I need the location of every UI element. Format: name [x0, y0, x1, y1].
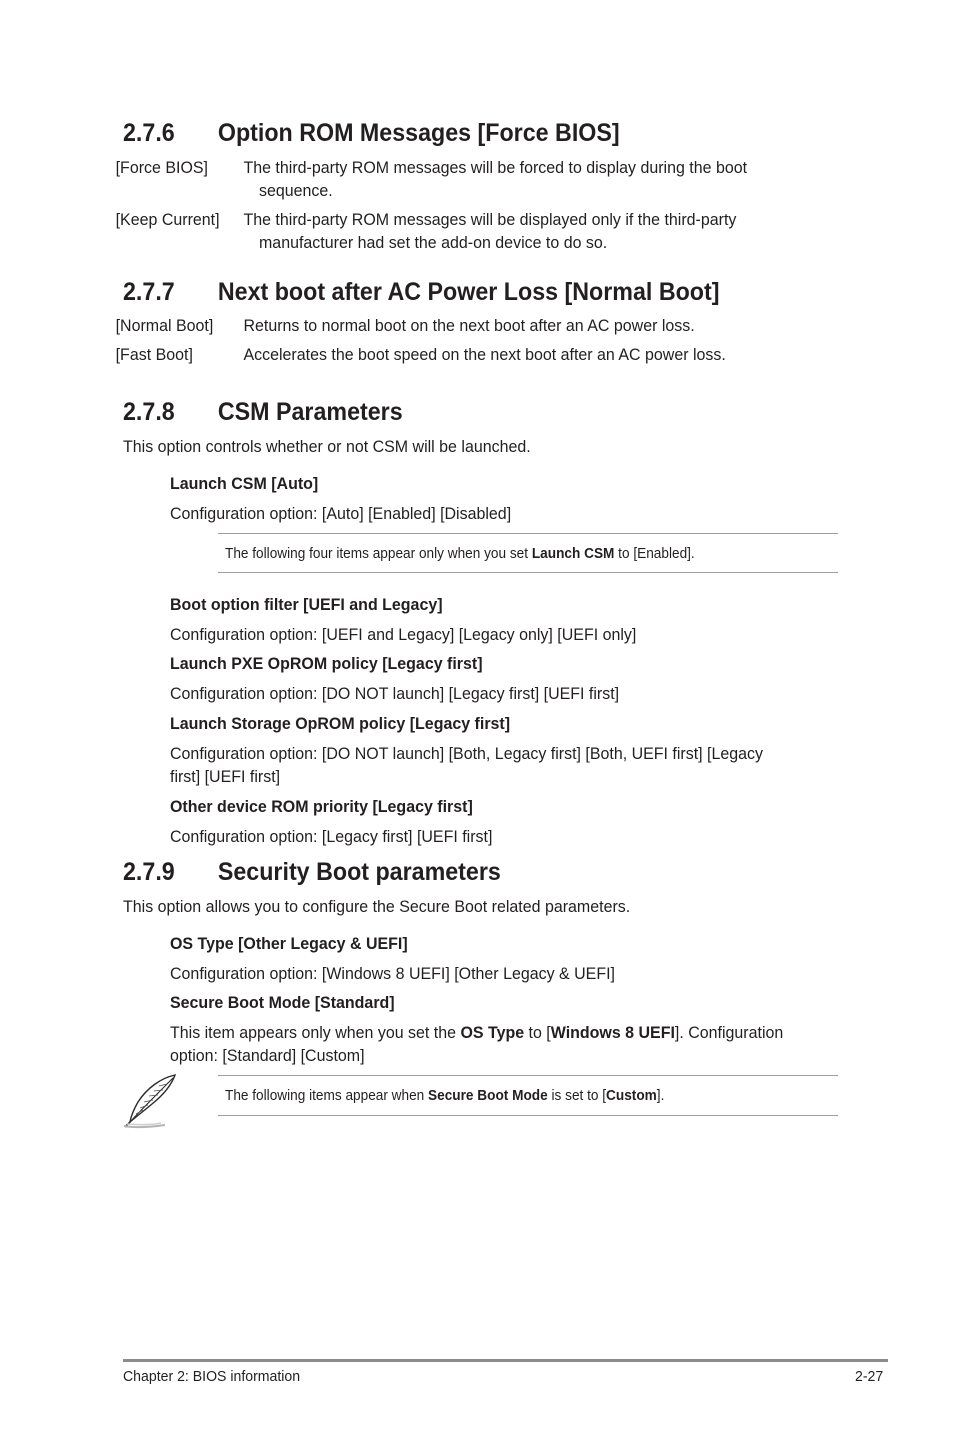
section-number: 2.7.8	[123, 398, 175, 426]
definition-desc: Accelerates the boot speed on the next boot after an AC power loss.	[243, 345, 726, 364]
item-config-launch-csm: Configuration option: [Auto] [Enabled] [Disabled]	[170, 504, 512, 523]
section-number: 2.7.6	[123, 119, 175, 147]
definition-desc: Returns to normal boot on the next boot after an AC power loss.	[243, 316, 695, 335]
section-title: Option ROM Messages [Force BIOS]	[217, 119, 620, 147]
item-desc-secure-mode: This item appears only when you set the OS Type to [Windows 8 UEFI]. Configuration	[170, 1023, 784, 1042]
item-config-pxe: Configuration option: [DO NOT launch] [Legacy first] [UEFI first]	[170, 684, 620, 703]
definition-desc: The third-party ROM messages will be displayed only if the third-party	[243, 210, 737, 229]
definition-term: [Keep Current]	[115, 210, 220, 229]
footer-divider	[123, 1359, 888, 1362]
feather-pen-icon	[121, 1072, 181, 1130]
section-intro: This option controls whether or not CSM will be launched.	[123, 437, 531, 456]
definition-desc-cont: sequence.	[259, 181, 333, 200]
note-box-secure-boot	[218, 1075, 838, 1116]
item-title-secure-mode: Secure Boot Mode [Standard]	[170, 993, 395, 1012]
definition-desc-cont: manufacturer had set the add-on device to do so.	[259, 233, 608, 252]
item-desc-secure-mode-cont: option: [Standard] [Custom]	[170, 1046, 365, 1065]
section-title: Security Boot parameters	[217, 858, 501, 886]
note-text: The following four items appear only when you set Launch CSM to [Enabled].	[225, 546, 695, 562]
note-box-launch-csm	[218, 533, 838, 573]
section-number: 2.7.9	[123, 858, 175, 886]
item-config-other: Configuration option: [Legacy first] [UEFI first]	[170, 827, 493, 846]
item-title-boot-filter: Boot option filter [UEFI and Legacy]	[170, 595, 443, 614]
item-config-storage-cont: first] [UEFI first]	[170, 767, 281, 786]
item-title-pxe: Launch PXE OpROM policy [Legacy first]	[170, 654, 483, 673]
section-title: Next boot after AC Power Loss [Normal Boot]	[217, 278, 720, 306]
item-config-boot-filter: Configuration option: [UEFI and Legacy] [Legacy only] [UEFI only]	[170, 625, 637, 644]
note-text: The following items appear when Secure Boot Mode is set to [Custom].	[225, 1088, 665, 1104]
section-intro: This option allows you to configure the Secure Boot related parameters.	[123, 897, 631, 916]
definition-term: [Normal Boot]	[115, 316, 214, 335]
item-title-launch-csm: Launch CSM [Auto]	[170, 474, 319, 493]
footer-chapter: Chapter 2: BIOS information	[123, 1368, 301, 1385]
section-title: CSM Parameters	[217, 398, 403, 426]
item-config-os-type: Configuration option: [Windows 8 UEFI] [Other Legacy & UEFI]	[170, 964, 615, 983]
item-config-storage: Configuration option: [DO NOT launch] [Both, Legacy first] [Both, UEFI first] [Legacy	[170, 744, 764, 763]
item-title-other: Other device ROM priority [Legacy first]	[170, 797, 473, 816]
definition-desc: The third-party ROM messages will be forced to display during the boot	[243, 158, 748, 177]
section-number: 2.7.7	[123, 278, 175, 306]
item-title-storage: Launch Storage OpROM policy [Legacy first]	[170, 714, 511, 733]
definition-term: [Force BIOS]	[115, 158, 208, 177]
definition-term: [Fast Boot]	[115, 345, 193, 364]
footer-page-number: 2-27	[855, 1368, 884, 1385]
item-title-os-type: OS Type [Other Legacy & UEFI]	[170, 934, 408, 953]
